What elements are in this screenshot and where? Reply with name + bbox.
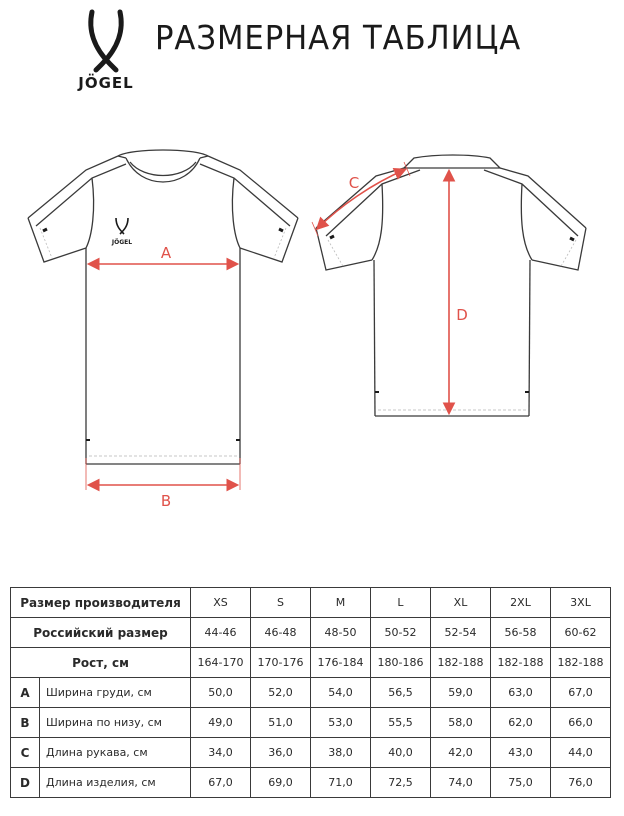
shirt-logo-text: JÖGEL (111, 239, 133, 246)
row-label: Размер производителя (11, 588, 191, 618)
label-d: D (456, 306, 468, 324)
table-cell: 55,5 (371, 708, 431, 738)
table-cell: 56,5 (371, 678, 431, 708)
table-row-manufacturer-size (11, 588, 611, 618)
table-cell: 75,0 (491, 768, 551, 798)
table-cell: 170-176 (251, 648, 311, 678)
table-cell: 63,0 (491, 678, 551, 708)
table-cell: 58,0 (431, 708, 491, 738)
table-cell: 164-170 (191, 648, 251, 678)
page-title: РАЗМЕРНАЯ ТАБЛИЦА (155, 18, 522, 57)
table-cell: 40,0 (371, 738, 431, 768)
table-cell: 36,0 (251, 738, 311, 768)
size-cell: XL (431, 588, 491, 618)
table-cell: 46-48 (251, 618, 311, 648)
table-cell: 74,0 (431, 768, 491, 798)
tshirt-diagram (0, 140, 624, 520)
table-cell: 43,0 (491, 738, 551, 768)
table-cell: 56-58 (491, 618, 551, 648)
table-cell: 67,0 (191, 768, 251, 798)
size-cell: 2XL (491, 588, 551, 618)
table-cell: 59,0 (431, 678, 491, 708)
table-cell: 76,0 (551, 768, 611, 798)
table-cell: 51,0 (251, 708, 311, 738)
measure-letter: C (11, 738, 40, 768)
row-label: Рост, см (11, 648, 191, 678)
size-cell: M (311, 588, 371, 618)
table-row-garment-length (11, 768, 611, 798)
table-row-sleeve-length (11, 738, 611, 768)
measure-label: Длина изделия, см (40, 768, 191, 798)
table-cell: 176-184 (311, 648, 371, 678)
measure-letter: D (11, 768, 40, 798)
brand-logo (66, 8, 146, 94)
table-cell: 38,0 (311, 738, 371, 768)
table-cell: 71,0 (311, 768, 371, 798)
row-label: Российский размер (11, 618, 191, 648)
table-cell: 67,0 (551, 678, 611, 708)
label-a: A (160, 244, 172, 262)
table-row-hem-width (11, 708, 611, 738)
front-view (28, 150, 298, 464)
table-cell: 69,0 (251, 768, 311, 798)
measure-label: Ширина груди, см (40, 678, 191, 708)
table-cell: 48-50 (311, 618, 371, 648)
table-row-chest-width (11, 678, 611, 708)
table-cell: 66,0 (551, 708, 611, 738)
measure-label: Ширина по низу, см (40, 708, 191, 738)
table-cell: 182-188 (491, 648, 551, 678)
table-cell: 49,0 (191, 708, 251, 738)
size-table (10, 587, 611, 798)
label-c: C (348, 174, 360, 192)
table-cell: 72,5 (371, 768, 431, 798)
measure-letter: B (11, 708, 40, 738)
table-cell: 50-52 (371, 618, 431, 648)
label-b: B (160, 492, 172, 510)
table-cell: 60-62 (551, 618, 611, 648)
table-cell: 52-54 (431, 618, 491, 648)
table-cell: 44,0 (551, 738, 611, 768)
size-cell: L (371, 588, 431, 618)
table-cell: 53,0 (311, 708, 371, 738)
table-cell: 42,0 (431, 738, 491, 768)
table-cell: 180-186 (371, 648, 431, 678)
table-cell: 54,0 (311, 678, 371, 708)
garment-diagram (0, 140, 624, 520)
brand-wordmark: JÖGEL (78, 74, 134, 92)
brand-emblem-icon (66, 8, 146, 74)
size-cell: XS (191, 588, 251, 618)
size-cell: 3XL (551, 588, 611, 618)
size-cell: S (251, 588, 311, 618)
measure-label: Длина рукава, см (40, 738, 191, 768)
sleeve-length-arrow (318, 170, 404, 228)
header (0, 0, 624, 100)
table-row-russian-size (11, 618, 611, 648)
table-cell: 44-46 (191, 618, 251, 648)
table-cell: 34,0 (191, 738, 251, 768)
table-cell: 50,0 (191, 678, 251, 708)
table-cell: 52,0 (251, 678, 311, 708)
table-cell: 62,0 (491, 708, 551, 738)
table-row-height (11, 648, 611, 678)
back-view (316, 155, 586, 416)
shirt-logo-icon (116, 218, 128, 234)
table-cell: 182-188 (431, 648, 491, 678)
measure-letter: A (11, 678, 40, 708)
table-cell: 182-188 (551, 648, 611, 678)
